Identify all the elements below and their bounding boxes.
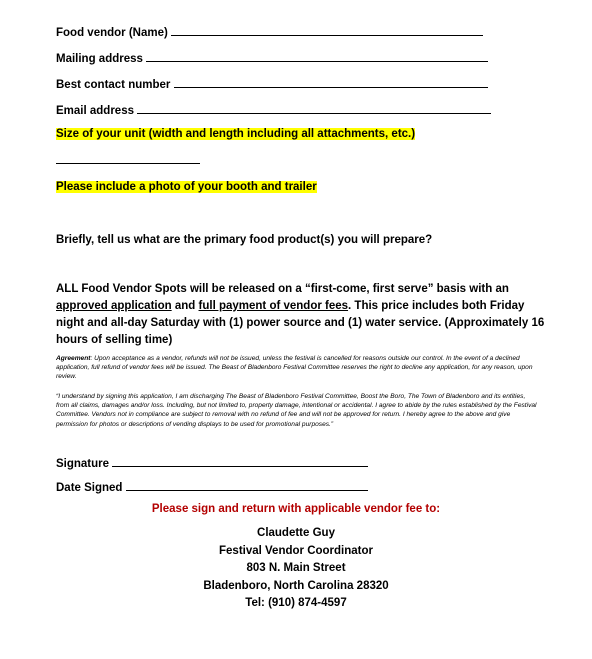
agreement-text: : Upon acceptance as a vendor, refunds will not be issued, unless the festival is cancelled for reasons outside our control. In the event of a declined application, full refund of vendor fees will be issued. The Beast of Bladenboro Festival Committee reserves the right to decline any application, for any reason, upon review. — [56, 355, 533, 381]
signature-line[interactable] — [112, 455, 368, 467]
mailing-address-label: Mailing address — [56, 53, 143, 65]
contact-title: Festival Vendor Coordinator — [219, 544, 373, 557]
agreement-paragraph — [56, 354, 540, 382]
email-label: Email address — [56, 105, 134, 117]
email-line[interactable] — [137, 102, 491, 114]
full-payment-text: full payment of vendor fees — [198, 300, 349, 312]
unit-size-text: Size of your unit (width and length including all attachments, etc.) — [56, 128, 416, 140]
release-paragraph — [56, 281, 546, 349]
contact-number-field[interactable] — [56, 76, 488, 91]
release-statement: “I understand by signing this application, I am discharging The Beast of Bladenboro Festival Committee, Boost the Boro, The Town of Bladenboro and its entities, from all claims, damages and/or loss. Including, but not limited to, property damage, intentional or accidental. I agree to abide by the rules established by the Festival Committee. Vendors not in compliance are subject to removal with no refund of fee and will not be approved for return. I hereby agree to the above and give permission for photos or descriptions of vending displays to be used for promotional purposes.” — [56, 393, 537, 428]
signature-label: Signature — [56, 458, 110, 470]
vendor-name-label: Food vendor (Name) — [56, 27, 168, 39]
vendor-name-field[interactable] — [56, 24, 483, 39]
date-signed-line[interactable] — [126, 479, 368, 491]
contact-city: Bladenboro, North Carolina 28320 — [203, 579, 389, 592]
contact-street: 803 N. Main Street — [246, 562, 346, 574]
signature-field[interactable] — [56, 455, 368, 470]
vendor-name-line[interactable] — [171, 24, 483, 36]
food-product-question: Briefly, tell us what are the primary food product(s) you will prepare? — [56, 234, 433, 246]
unit-size-note — [56, 128, 415, 140]
contact-number-label: Best contact number — [56, 79, 171, 91]
date-signed-label: Date Signed — [56, 482, 123, 494]
agreement-label: Agreement — [56, 355, 91, 362]
email-field[interactable] — [56, 102, 491, 117]
unit-size-line[interactable] — [56, 163, 200, 164]
mailing-address-field[interactable] — [56, 50, 488, 65]
contact-block — [0, 525, 592, 613]
release-text-1: ALL Food Vendor Spots will be released on a “first-come, first serve” basis with an — [56, 283, 509, 295]
release-text-and: and — [171, 300, 199, 312]
release-text-2: . This price includes both Friday night and all-day Saturday with (1) power source and (1) water service. (Approximately 16 hours of selling time) — [56, 300, 545, 346]
contact-name: Claudette Guy — [257, 527, 335, 539]
approved-application-text: approved application — [56, 300, 172, 312]
contact-phone: Tel: (910) 874-4597 — [245, 597, 347, 609]
date-signed-field[interactable] — [56, 479, 368, 494]
return-heading: Please sign and return with applicable vendor fee to: — [151, 503, 441, 515]
photo-text: Please include a photo of your booth and trailer — [56, 181, 317, 193]
photo-note — [56, 181, 317, 193]
mailing-address-line[interactable] — [146, 50, 488, 62]
contact-number-line[interactable] — [174, 76, 488, 88]
